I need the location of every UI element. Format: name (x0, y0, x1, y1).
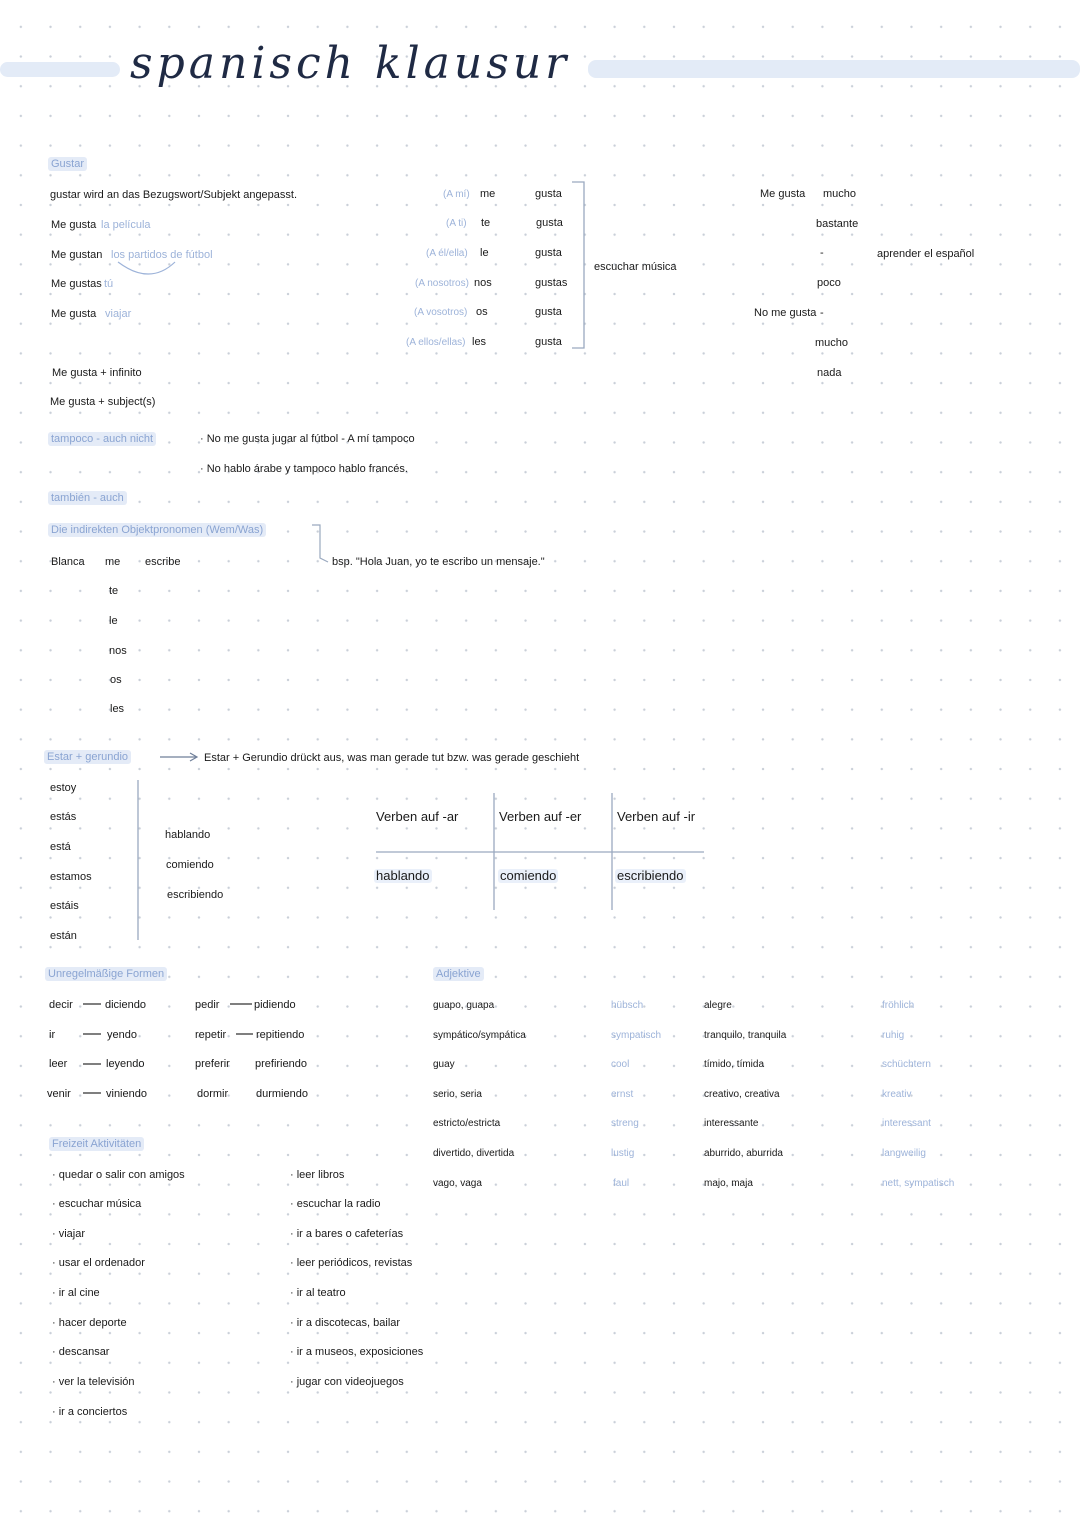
degree-word: mucho (823, 188, 857, 200)
adjective-de: kreativ (882, 1089, 912, 1100)
adjective-es: tranquilo, tranquila (704, 1030, 787, 1041)
gustar-rule: gustar wird an das Bezugswort/Subjekt angepasst. (50, 189, 298, 201)
page-title: spanisch klausur (130, 38, 571, 89)
irregular-infinitive: pedir (195, 999, 220, 1011)
freizeit-item: · leer periódicos, revistas (290, 1257, 413, 1269)
degree-word: poco (817, 277, 841, 289)
adjective-de: faul (613, 1178, 630, 1189)
freizeit-item: · descansar (52, 1346, 110, 1358)
degree-dash: - (820, 307, 824, 319)
irregular-infinitive: venir (47, 1088, 71, 1100)
adjective-es: aburrido, aburrida (704, 1148, 783, 1159)
freizeit-item: · viajar (52, 1228, 86, 1240)
estar-gerund: escribiendo (167, 889, 224, 901)
tampoco-example: · No hablo árabe y tampoco hablo francés. (200, 463, 408, 475)
conj-form: gusta (535, 247, 562, 259)
irregular-gerund: pidiendo (254, 999, 296, 1011)
estar-form: estamos (50, 871, 92, 883)
adjective-es: divertido, divertida (433, 1148, 515, 1159)
degree-me-gusta: Me gusta (760, 188, 806, 200)
freizeit-item: · leer libros (290, 1169, 345, 1181)
indirect-verb: escribe (145, 556, 181, 568)
adjective-es: majo, maja (704, 1178, 753, 1189)
gustar-example-object: la película (101, 219, 151, 231)
adjective-de: langweilig (882, 1148, 926, 1159)
conj-form: gustas (535, 277, 568, 289)
irregular-gerund: repitiendo (256, 1029, 305, 1041)
conj-prefix: (A él/ella) (426, 248, 468, 259)
indirect-subject: Blanca (51, 556, 85, 568)
conj-pronoun: os (476, 306, 488, 318)
adjective-de: ernst (611, 1089, 634, 1100)
gustar-formula-infinitive: Me gusta + infinito (52, 367, 142, 379)
irregular-gerund: durmiendo (256, 1088, 308, 1100)
freizeit-item: · escuchar música (52, 1198, 142, 1210)
adjective-es: guapo, guapa (433, 1000, 495, 1011)
irregular-heading: Unregelmäßige Formen (45, 967, 167, 981)
irregular-gerund: diciendo (105, 999, 146, 1011)
adjective-de: lustig (611, 1148, 635, 1159)
verb-table-cell: comiendo (500, 868, 557, 883)
adjective-de: ruhig (882, 1030, 905, 1041)
tambien-label: también - auch (48, 491, 127, 505)
gustar-example-verb: Me gusta (51, 308, 97, 320)
irregular-infinitive: repetir (195, 1029, 227, 1041)
estar-form: está (50, 841, 71, 853)
adjective-es: estricto/estricta (433, 1118, 501, 1129)
gustar-example-verb: Me gustan (51, 249, 103, 261)
degree-no-me-gusta: No me gusta (754, 307, 817, 319)
gustar-heading: Gustar (48, 157, 87, 171)
freizeit-item: · ir a bares o cafeterías (290, 1228, 404, 1240)
degree-word: mucho (815, 337, 849, 349)
conj-pronoun: les (472, 336, 487, 348)
indirect-pronoun: le (109, 615, 118, 627)
adjective-de: cool (611, 1059, 630, 1070)
freizeit-item: · ir a museos, exposiciones (290, 1346, 424, 1358)
conj-pronoun: le (480, 247, 489, 259)
gustar-formula-subject: Me gusta + subject(s) (50, 396, 156, 408)
verb-table-header: Verben auf -ar (376, 809, 459, 824)
adjective-es: tímido, tímida (704, 1059, 765, 1070)
conj-prefix: (A ti) (446, 218, 467, 229)
degree-word: nada (817, 367, 842, 379)
tampoco-example: · No me gusta jugar al fútbol - A mí tampoco (200, 433, 415, 445)
degree-example: aprender el español (877, 248, 975, 260)
indirect-example: bsp. "Hola Juan, yo te escribo un mensaje." (332, 556, 545, 568)
indirect-pronoun: me (105, 556, 121, 568)
freizeit-item: · ir a conciertos (52, 1406, 128, 1418)
freizeit-item: · usar el ordenador (52, 1257, 145, 1269)
irregular-gerund: yendo (107, 1029, 137, 1041)
irregular-infinitive: dormir (197, 1088, 229, 1100)
adjective-de: sympatisch (611, 1030, 662, 1041)
conj-form: gusta (535, 306, 562, 318)
conj-pronoun: nos (474, 277, 492, 289)
verb-table-cell: escribiendo (617, 868, 684, 883)
indirect-pronoun: les (110, 703, 125, 715)
tampoco-label: tampoco - auch nicht (48, 432, 156, 446)
conj-prefix: (A vosotros) (414, 307, 468, 318)
gustar-example-verb: Me gusta (51, 219, 97, 231)
freizeit-item: · ir a discotecas, bailar (290, 1317, 401, 1329)
adjective-es: sympático/sympática (433, 1030, 526, 1041)
freizeit-item: · ir al teatro (290, 1287, 346, 1299)
verb-table-header: Verben auf -ir (617, 809, 696, 824)
irregular-gerund: viniendo (106, 1088, 147, 1100)
indirect-pronoun: os (110, 674, 122, 686)
irregular-infinitive: leer (49, 1058, 68, 1070)
adjective-es: alegre (704, 1000, 732, 1011)
verb-table-cell: hablando (376, 868, 430, 883)
adjective-de: schüchtern (882, 1059, 931, 1070)
irregular-infinitive: ir (49, 1029, 56, 1041)
freizeit-item: · escuchar la radio (290, 1198, 381, 1210)
conj-form: gusta (535, 188, 562, 200)
adjective-es: interessante (704, 1118, 759, 1129)
freizeit-item: · hacer deporte (52, 1317, 127, 1329)
estar-form: estoy (50, 782, 77, 794)
irregular-gerund: leyendo (106, 1058, 145, 1070)
adjective-de: hübsch (611, 1000, 644, 1011)
conj-form: gusta (536, 217, 563, 229)
gustar-example-verb: Me gustas (51, 278, 102, 290)
freizeit-item: · ir al cine (52, 1287, 100, 1299)
irregular-infinitive: preferir (195, 1058, 230, 1070)
freizeit-item: · jugar con videojuegos (290, 1376, 404, 1388)
estar-gerund: comiendo (166, 859, 214, 871)
freizeit-item: · quedar o salir con amigos (52, 1169, 185, 1181)
gustar-bracket-example: escuchar música (594, 261, 677, 273)
conj-pronoun: te (481, 217, 491, 229)
degree-word: - (820, 247, 824, 259)
irregular-infinitive: decir (49, 999, 73, 1011)
conj-pronoun: me (480, 188, 496, 200)
conj-prefix: (A nosotros) (415, 278, 469, 289)
estar-explanation: Estar + Gerundio drückt aus, was man gerade tut bzw. was gerade geschieht (204, 752, 580, 764)
adjective-de: streng (611, 1118, 639, 1129)
adjective-es: creativo, creativa (704, 1089, 780, 1100)
verb-table-header: Verben auf -er (499, 809, 582, 824)
freizeit-heading: Freizeit Aktivitäten (49, 1137, 144, 1151)
freizeit-item: · ver la televisión (52, 1376, 135, 1388)
estar-form: estáis (50, 900, 79, 912)
conj-prefix: (A mí) (443, 189, 470, 200)
conj-form: gusta (535, 336, 562, 348)
gustar-example-object: los partidos de fútbol (111, 249, 213, 261)
estar-form: estás (50, 811, 77, 823)
irregular-gerund: prefiriendo (255, 1058, 307, 1070)
indirect-pronoun: nos (109, 645, 127, 657)
degree-word: bastante (816, 218, 859, 230)
indirect-heading: Die indirekten Objektpronomen (Wem/Was) (48, 523, 266, 537)
indirect-pronoun: te (109, 585, 119, 597)
gustar-example-object: viajar (105, 308, 132, 320)
adjective-es: guay (433, 1059, 455, 1070)
adjective-de: nett, sympatisch (882, 1178, 955, 1189)
adjective-es: serio, seria (433, 1089, 482, 1100)
adjective-de: interessant (882, 1118, 931, 1129)
estar-form: están (50, 930, 77, 942)
adjective-de: fröhlich (882, 1000, 915, 1011)
estar-heading: Estar + gerundio (44, 750, 131, 764)
estar-gerund: hablando (165, 829, 211, 841)
gustar-example-object: tú (104, 278, 114, 290)
adjective-es: vago, vaga (433, 1178, 482, 1189)
conj-prefix: (A ellos/ellas) (406, 337, 466, 348)
adjectives-heading: Adjektive (433, 967, 484, 981)
